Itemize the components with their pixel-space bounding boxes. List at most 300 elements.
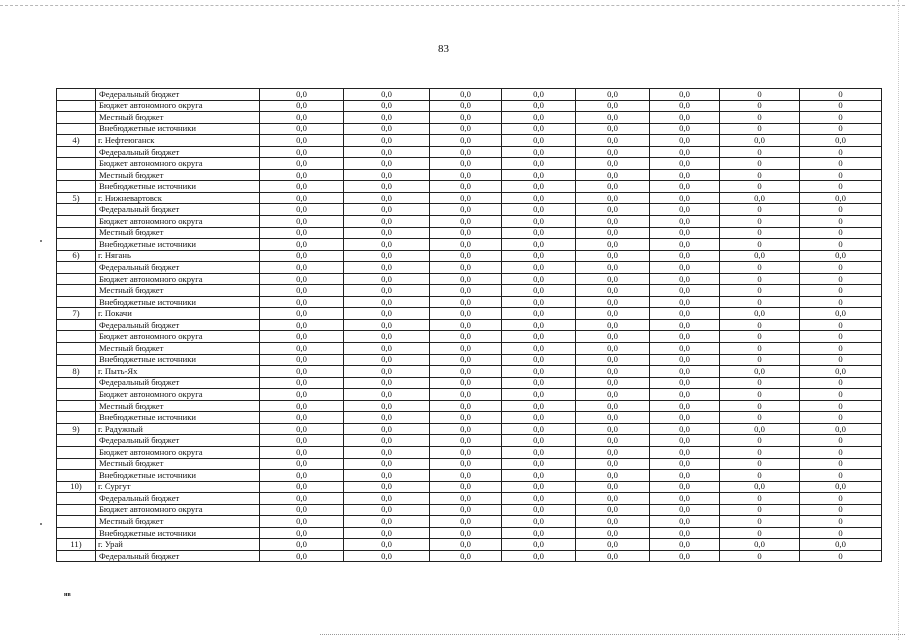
- value-cell: 0,0: [260, 250, 344, 262]
- table-row-municipality: [57, 192, 882, 204]
- value-cell: 0,0: [720, 366, 800, 378]
- table-row: [57, 527, 882, 539]
- value-cell: 0,0: [430, 89, 502, 101]
- value-cell: 0,0: [650, 181, 720, 193]
- value-cell: 0,0: [502, 331, 576, 343]
- value-cell: 0,0: [576, 400, 650, 412]
- value-cell: 0,0: [650, 539, 720, 551]
- value-cell: 0,0: [430, 308, 502, 320]
- table-row: [57, 331, 882, 343]
- value-cell: 0,0: [344, 192, 430, 204]
- row-number-cell: [57, 273, 96, 285]
- value-cell: 0,0: [430, 135, 502, 147]
- value-cell: 0,0: [576, 550, 650, 562]
- value-cell: 0,0: [344, 181, 430, 193]
- value-cell: 0,0: [650, 112, 720, 124]
- value-cell: 0,0: [260, 435, 344, 447]
- value-cell: 0: [720, 262, 800, 274]
- value-cell: 0,0: [800, 423, 882, 435]
- value-cell: 0,0: [260, 273, 344, 285]
- value-cell: 0: [800, 331, 882, 343]
- value-cell: 0,0: [344, 470, 430, 482]
- table-row: [57, 181, 882, 193]
- value-cell: 0,0: [430, 354, 502, 366]
- value-cell: 0,0: [650, 319, 720, 331]
- row-number-cell: [57, 493, 96, 505]
- value-cell: 0,0: [576, 343, 650, 355]
- value-cell: 0,0: [502, 493, 576, 505]
- value-cell: 0,0: [344, 169, 430, 181]
- value-cell: 0,0: [576, 377, 650, 389]
- value-cell: 0: [800, 123, 882, 135]
- row-number-cell: [57, 158, 96, 170]
- table-row: [57, 446, 882, 458]
- value-cell: 0,0: [502, 296, 576, 308]
- value-cell: 0,0: [260, 216, 344, 228]
- value-cell: 0,0: [430, 423, 502, 435]
- value-cell: 0,0: [502, 446, 576, 458]
- value-cell: 0,0: [502, 250, 576, 262]
- scan-speck: [40, 240, 42, 242]
- value-cell: 0,0: [502, 458, 576, 470]
- table-row: [57, 377, 882, 389]
- value-cell: 0,0: [430, 239, 502, 251]
- value-cell: 0,0: [260, 516, 344, 528]
- value-cell: 0: [800, 458, 882, 470]
- value-cell: 0,0: [430, 146, 502, 158]
- value-cell: 0,0: [576, 331, 650, 343]
- table-row: [57, 343, 882, 355]
- value-cell: 0,0: [650, 135, 720, 147]
- value-cell: 0,0: [260, 181, 344, 193]
- row-name-cell: Внебюджетные источники: [96, 123, 260, 135]
- row-number-cell: [57, 112, 96, 124]
- row-number-cell: [57, 400, 96, 412]
- value-cell: 0: [720, 319, 800, 331]
- value-cell: 0,0: [650, 227, 720, 239]
- row-name-cell: Местный бюджет: [96, 285, 260, 297]
- value-cell: 0,0: [260, 504, 344, 516]
- row-name-cell: Федеральный бюджет: [96, 550, 260, 562]
- value-cell: 0,0: [344, 100, 430, 112]
- value-cell: 0,0: [576, 516, 650, 528]
- value-cell: 0: [720, 296, 800, 308]
- value-cell: 0,0: [576, 169, 650, 181]
- value-cell: 0,0: [576, 100, 650, 112]
- value-cell: 0,0: [260, 470, 344, 482]
- value-cell: 0,0: [502, 354, 576, 366]
- table-row: [57, 458, 882, 470]
- value-cell: 0,0: [720, 423, 800, 435]
- value-cell: 0: [720, 377, 800, 389]
- value-cell: 0,0: [344, 400, 430, 412]
- value-cell: 0,0: [430, 227, 502, 239]
- value-cell: 0,0: [502, 366, 576, 378]
- table-row-municipality: [57, 423, 882, 435]
- value-cell: 0,0: [650, 100, 720, 112]
- value-cell: 0,0: [800, 192, 882, 204]
- row-number-cell: [57, 262, 96, 274]
- value-cell: 0,0: [430, 377, 502, 389]
- value-cell: 0: [800, 550, 882, 562]
- value-cell: 0,0: [576, 308, 650, 320]
- value-cell: 0,0: [576, 527, 650, 539]
- row-name-cell: Бюджет автономного округа: [96, 331, 260, 343]
- value-cell: 0,0: [720, 539, 800, 551]
- value-cell: 0,0: [576, 123, 650, 135]
- value-cell: 0,0: [650, 285, 720, 297]
- value-cell: 0,0: [260, 481, 344, 493]
- value-cell: 0,0: [502, 192, 576, 204]
- value-cell: 0: [720, 354, 800, 366]
- value-cell: 0,0: [650, 158, 720, 170]
- value-cell: 0,0: [260, 458, 344, 470]
- value-cell: 0: [800, 435, 882, 447]
- value-cell: 0,0: [260, 527, 344, 539]
- row-name-cell: Местный бюджет: [96, 458, 260, 470]
- row-name-cell: Внебюджетные источники: [96, 296, 260, 308]
- value-cell: 0,0: [260, 331, 344, 343]
- row-number-cell: 10): [57, 481, 96, 493]
- row-number-cell: [57, 146, 96, 158]
- value-cell: 0,0: [344, 493, 430, 505]
- value-cell: 0,0: [576, 539, 650, 551]
- value-cell: 0,0: [650, 389, 720, 401]
- row-name-cell: г. Пыть-Ях: [96, 366, 260, 378]
- row-name-cell: Местный бюджет: [96, 400, 260, 412]
- value-cell: 0,0: [800, 481, 882, 493]
- value-cell: 0,0: [430, 539, 502, 551]
- row-number-cell: [57, 204, 96, 216]
- value-cell: 0,0: [502, 204, 576, 216]
- value-cell: 0: [800, 516, 882, 528]
- budget-table-body: [57, 89, 882, 562]
- row-name-cell: Бюджет автономного округа: [96, 273, 260, 285]
- value-cell: 0: [800, 493, 882, 505]
- value-cell: 0,0: [430, 181, 502, 193]
- value-cell: 0,0: [430, 389, 502, 401]
- value-cell: 0,0: [576, 319, 650, 331]
- value-cell: 0: [800, 239, 882, 251]
- value-cell: 0: [720, 239, 800, 251]
- value-cell: 0,0: [430, 493, 502, 505]
- table-row: [57, 100, 882, 112]
- value-cell: 0,0: [650, 308, 720, 320]
- value-cell: 0,0: [502, 158, 576, 170]
- value-cell: 0,0: [430, 273, 502, 285]
- value-cell: 0: [800, 204, 882, 216]
- value-cell: 0,0: [430, 331, 502, 343]
- value-cell: 0: [720, 435, 800, 447]
- value-cell: 0,0: [344, 296, 430, 308]
- value-cell: 0,0: [260, 343, 344, 355]
- value-cell: 0,0: [344, 446, 430, 458]
- value-cell: 0,0: [576, 481, 650, 493]
- value-cell: 0,0: [502, 239, 576, 251]
- value-cell: 0,0: [576, 112, 650, 124]
- value-cell: 0,0: [576, 296, 650, 308]
- row-number-cell: [57, 181, 96, 193]
- row-name-cell: Федеральный бюджет: [96, 377, 260, 389]
- value-cell: 0: [720, 146, 800, 158]
- value-cell: 0,0: [720, 308, 800, 320]
- value-cell: 0,0: [430, 412, 502, 424]
- value-cell: 0,0: [576, 216, 650, 228]
- table-row: [57, 550, 882, 562]
- footer-mark: нв: [64, 592, 71, 598]
- value-cell: 0: [800, 377, 882, 389]
- value-cell: 0,0: [650, 146, 720, 158]
- value-cell: 0,0: [502, 435, 576, 447]
- value-cell: 0,0: [260, 493, 344, 505]
- value-cell: 0,0: [430, 504, 502, 516]
- table-row: [57, 389, 882, 401]
- value-cell: 0,0: [576, 250, 650, 262]
- value-cell: 0,0: [344, 458, 430, 470]
- row-name-cell: Внебюджетные источники: [96, 354, 260, 366]
- table-row: [57, 239, 882, 251]
- table-row: [57, 227, 882, 239]
- row-name-cell: г. Нефтеюганск: [96, 135, 260, 147]
- value-cell: 0,0: [650, 192, 720, 204]
- scan-speck: [40, 523, 42, 525]
- row-number-cell: [57, 239, 96, 251]
- table-row: [57, 273, 882, 285]
- row-name-cell: г. Нягань: [96, 250, 260, 262]
- value-cell: 0,0: [502, 285, 576, 297]
- value-cell: 0,0: [260, 319, 344, 331]
- row-name-cell: Федеральный бюджет: [96, 435, 260, 447]
- table-row: [57, 504, 882, 516]
- value-cell: 0,0: [576, 354, 650, 366]
- value-cell: 0,0: [502, 169, 576, 181]
- value-cell: 0,0: [344, 204, 430, 216]
- table-row: [57, 262, 882, 274]
- row-number-cell: [57, 216, 96, 228]
- row-number-cell: 8): [57, 366, 96, 378]
- value-cell: 0: [720, 446, 800, 458]
- row-number-cell: [57, 343, 96, 355]
- value-cell: 0,0: [650, 527, 720, 539]
- value-cell: 0: [720, 504, 800, 516]
- value-cell: 0: [800, 400, 882, 412]
- scan-edge-top: [0, 0, 905, 6]
- value-cell: 0,0: [430, 516, 502, 528]
- value-cell: 0: [800, 158, 882, 170]
- value-cell: 0,0: [430, 204, 502, 216]
- value-cell: 0: [720, 227, 800, 239]
- value-cell: 0,0: [260, 400, 344, 412]
- row-number-cell: [57, 100, 96, 112]
- row-number-cell: [57, 550, 96, 562]
- value-cell: 0,0: [430, 446, 502, 458]
- row-name-cell: Местный бюджет: [96, 516, 260, 528]
- value-cell: 0,0: [260, 146, 344, 158]
- row-number-cell: [57, 446, 96, 458]
- row-number-cell: [57, 389, 96, 401]
- value-cell: 0,0: [344, 504, 430, 516]
- value-cell: 0: [720, 285, 800, 297]
- value-cell: 0,0: [502, 539, 576, 551]
- value-cell: 0: [720, 331, 800, 343]
- value-cell: 0,0: [502, 470, 576, 482]
- value-cell: 0,0: [430, 343, 502, 355]
- value-cell: 0,0: [576, 89, 650, 101]
- value-cell: 0,0: [430, 169, 502, 181]
- value-cell: 0,0: [430, 366, 502, 378]
- row-name-cell: Местный бюджет: [96, 227, 260, 239]
- value-cell: 0,0: [502, 216, 576, 228]
- row-number-cell: [57, 412, 96, 424]
- value-cell: 0,0: [430, 435, 502, 447]
- value-cell: 0,0: [576, 285, 650, 297]
- table-row: [57, 285, 882, 297]
- row-name-cell: Бюджет автономного округа: [96, 216, 260, 228]
- value-cell: 0,0: [260, 366, 344, 378]
- value-cell: 0: [720, 100, 800, 112]
- row-number-cell: [57, 285, 96, 297]
- row-name-cell: г. Сургут: [96, 481, 260, 493]
- value-cell: 0,0: [344, 389, 430, 401]
- value-cell: 0: [720, 181, 800, 193]
- value-cell: 0,0: [502, 146, 576, 158]
- row-name-cell: Федеральный бюджет: [96, 204, 260, 216]
- table-row: [57, 470, 882, 482]
- value-cell: 0,0: [576, 204, 650, 216]
- value-cell: 0,0: [260, 169, 344, 181]
- row-number-cell: [57, 504, 96, 516]
- row-name-cell: г. Нижневартовск: [96, 192, 260, 204]
- value-cell: 0,0: [344, 331, 430, 343]
- value-cell: 0,0: [344, 343, 430, 355]
- value-cell: 0,0: [650, 366, 720, 378]
- row-number-cell: [57, 354, 96, 366]
- value-cell: 0,0: [430, 458, 502, 470]
- value-cell: 0: [720, 169, 800, 181]
- row-number-cell: [57, 435, 96, 447]
- value-cell: 0,0: [344, 366, 430, 378]
- value-cell: 0,0: [650, 250, 720, 262]
- table-row: [57, 89, 882, 101]
- value-cell: 0,0: [502, 377, 576, 389]
- value-cell: 0,0: [502, 389, 576, 401]
- value-cell: 0: [800, 181, 882, 193]
- value-cell: 0,0: [502, 181, 576, 193]
- value-cell: 0,0: [650, 481, 720, 493]
- value-cell: 0: [720, 412, 800, 424]
- table-row-municipality: [57, 308, 882, 320]
- table-row: [57, 169, 882, 181]
- row-number-cell: [57, 470, 96, 482]
- row-number-cell: [57, 331, 96, 343]
- table-row: [57, 112, 882, 124]
- value-cell: 0,0: [502, 516, 576, 528]
- value-cell: 0,0: [430, 216, 502, 228]
- row-name-cell: Бюджет автономного округа: [96, 446, 260, 458]
- scan-edge-right: [897, 0, 899, 640]
- value-cell: 0,0: [650, 504, 720, 516]
- value-cell: 0,0: [800, 250, 882, 262]
- value-cell: 0,0: [260, 412, 344, 424]
- value-cell: 0: [800, 470, 882, 482]
- value-cell: 0,0: [576, 135, 650, 147]
- value-cell: 0,0: [344, 239, 430, 251]
- table-row: [57, 493, 882, 505]
- value-cell: 0: [800, 146, 882, 158]
- value-cell: 0,0: [650, 446, 720, 458]
- value-cell: 0,0: [430, 527, 502, 539]
- table-row: [57, 516, 882, 528]
- value-cell: 0,0: [344, 89, 430, 101]
- value-cell: 0,0: [344, 550, 430, 562]
- table-row: [57, 296, 882, 308]
- value-cell: 0,0: [576, 412, 650, 424]
- table-row-municipality: [57, 250, 882, 262]
- value-cell: 0,0: [576, 470, 650, 482]
- value-cell: 0,0: [344, 539, 430, 551]
- value-cell: 0,0: [260, 446, 344, 458]
- value-cell: 0,0: [344, 250, 430, 262]
- value-cell: 0,0: [502, 227, 576, 239]
- row-name-cell: Внебюджетные источники: [96, 470, 260, 482]
- value-cell: 0,0: [344, 481, 430, 493]
- value-cell: 0,0: [650, 493, 720, 505]
- value-cell: 0,0: [430, 158, 502, 170]
- value-cell: 0,0: [430, 285, 502, 297]
- value-cell: 0: [720, 516, 800, 528]
- value-cell: 0,0: [720, 192, 800, 204]
- value-cell: 0,0: [344, 262, 430, 274]
- row-number-cell: 5): [57, 192, 96, 204]
- row-name-cell: Бюджет автономного округа: [96, 504, 260, 516]
- value-cell: 0,0: [260, 308, 344, 320]
- value-cell: 0,0: [260, 123, 344, 135]
- value-cell: 0: [720, 343, 800, 355]
- value-cell: 0,0: [502, 343, 576, 355]
- value-cell: 0: [800, 412, 882, 424]
- value-cell: 0,0: [344, 123, 430, 135]
- value-cell: 0: [720, 493, 800, 505]
- value-cell: 0,0: [502, 112, 576, 124]
- value-cell: 0: [800, 527, 882, 539]
- table-row-municipality: [57, 135, 882, 147]
- value-cell: 0,0: [720, 135, 800, 147]
- value-cell: 0,0: [576, 146, 650, 158]
- value-cell: 0,0: [344, 319, 430, 331]
- value-cell: 0,0: [576, 227, 650, 239]
- row-name-cell: Бюджет автономного округа: [96, 158, 260, 170]
- value-cell: 0,0: [576, 446, 650, 458]
- page-number: 83: [438, 43, 449, 55]
- value-cell: 0,0: [260, 539, 344, 551]
- value-cell: 0: [800, 100, 882, 112]
- value-cell: 0,0: [650, 550, 720, 562]
- value-cell: 0,0: [576, 239, 650, 251]
- budget-table: [56, 88, 882, 562]
- value-cell: 0,0: [344, 527, 430, 539]
- value-cell: 0,0: [344, 227, 430, 239]
- value-cell: 0,0: [576, 493, 650, 505]
- row-name-cell: Внебюджетные источники: [96, 181, 260, 193]
- value-cell: 0,0: [800, 539, 882, 551]
- row-name-cell: Местный бюджет: [96, 112, 260, 124]
- value-cell: 0,0: [344, 112, 430, 124]
- value-cell: 0,0: [260, 135, 344, 147]
- value-cell: 0,0: [260, 377, 344, 389]
- value-cell: 0,0: [650, 377, 720, 389]
- value-cell: 0,0: [430, 400, 502, 412]
- value-cell: 0,0: [344, 135, 430, 147]
